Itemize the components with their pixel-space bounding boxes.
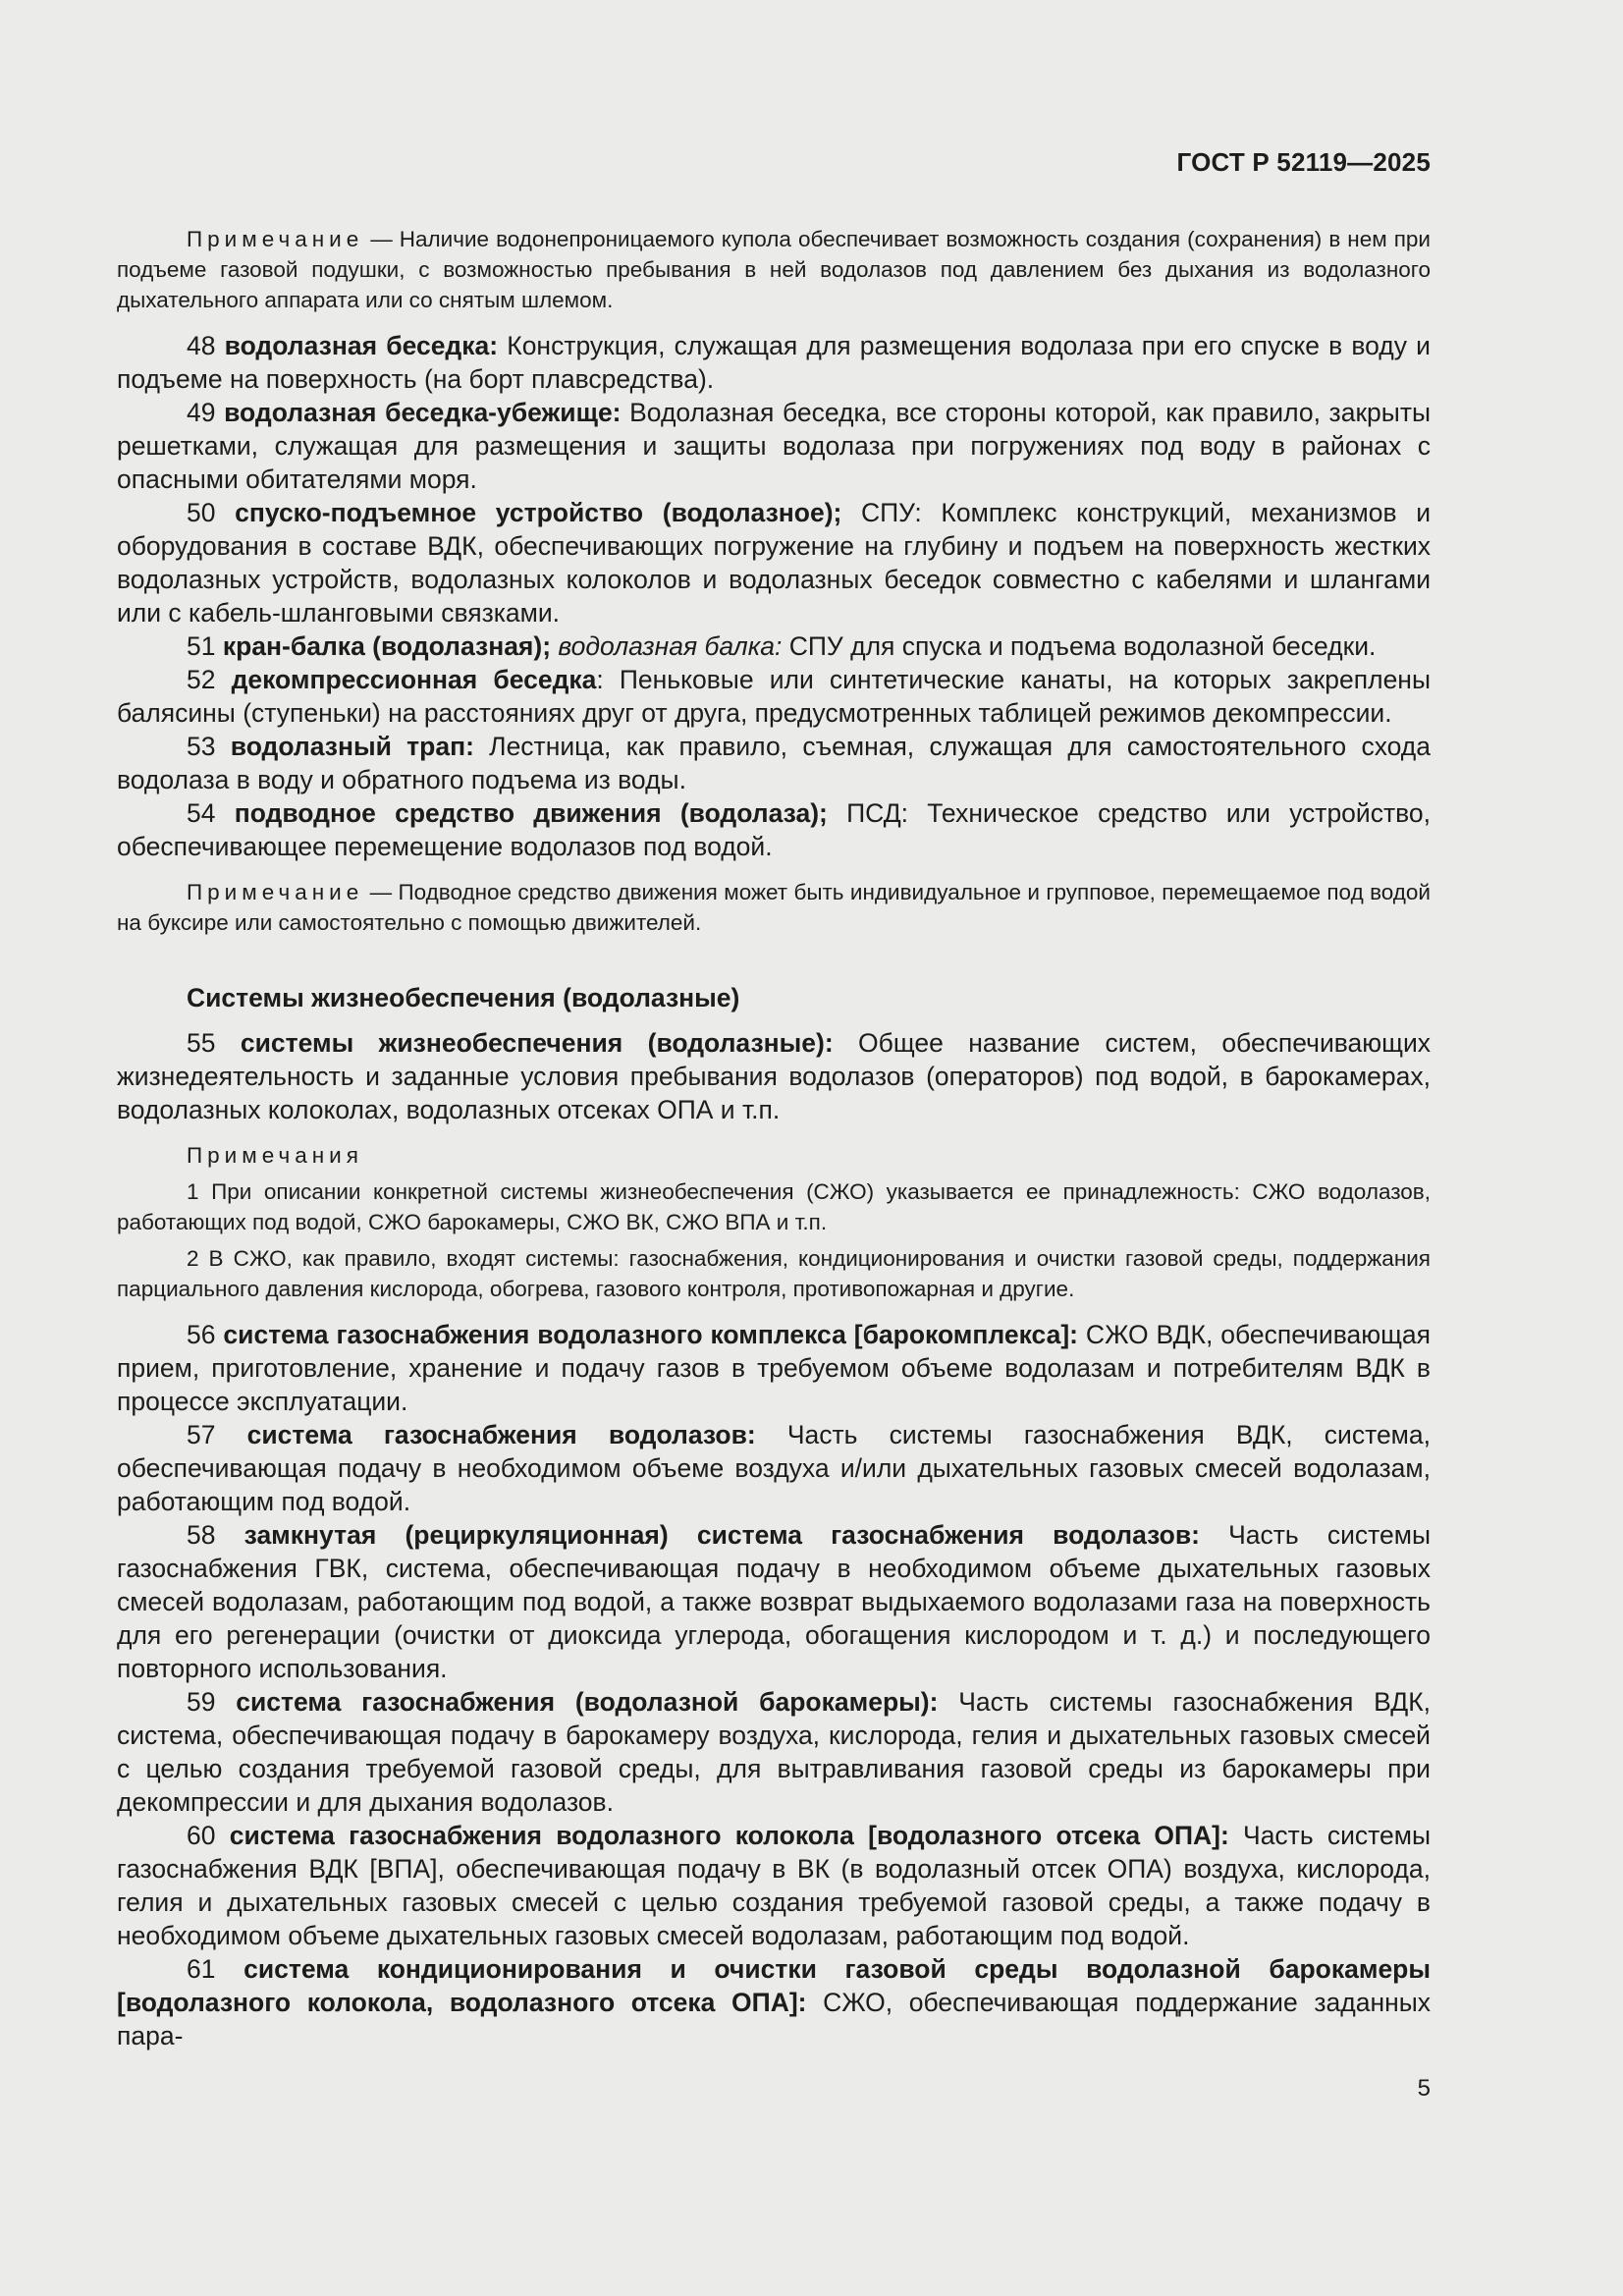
term-name: спуско-подъемное устройство (водолазное);	[235, 498, 842, 527]
section-heading: Системы жизнеобеспечения (водолазные)	[187, 983, 740, 1012]
document-body	[117, 224, 1431, 2052]
term-definition: СПУ: Комплекс конструкций, механизмов и оборудования в составе ВДК, обеспечивающих погружение на глубину и подъем на поверхность жестких водолазных устройств, водолазных колоколов и водолазных беседок совместно с кабелями и шлангами или с кабель-шланговыми связками.	[117, 498, 1431, 628]
term-entry-51	[117, 629, 1431, 663]
term-name: система газоснабжения (водолазной барокамеры):	[236, 1687, 939, 1717]
term-entry-53	[117, 730, 1431, 796]
term-name: системы жизнеобеспечения (водолазные):	[240, 1028, 834, 1058]
term-name: водолазный трап:	[230, 732, 474, 761]
term-entry-60	[117, 1819, 1431, 1952]
term-entry-56	[117, 1318, 1431, 1418]
term-number: 49	[187, 398, 225, 427]
note-text: — Наличие водонепроницаемого купола обеспечивает возможность создания (сохранения) в нем при подъеме газовой подушки, с возможностью пребывания в ней водолазов под давлением без дыхания из водолазного дыхательного аппарата или со снятым шлемом.	[117, 227, 1431, 312]
term-definition: СЖО ВДК, обеспечивающая прием, приготовление, хранение и подачу газов в требуемом объеме водолазам и потребителям ВДК в процессе эксплуатации.	[117, 1320, 1431, 1416]
note-item: 1 При описании конкретной системы жизнеобеспечения (СЖО) указывается ее принадлежность: СЖО водолазов, работающих под водой, СЖО барокамеры, СЖО ВК, СЖО ВПА и т.п.	[117, 1179, 1431, 1234]
term-name: система газоснабжения водолазного колокола [водолазного отсека ОПА]:	[229, 1821, 1229, 1850]
term-name: декомпрессионная беседка	[231, 665, 597, 694]
term-number: 48	[187, 331, 225, 360]
term-name: система газоснабжения водолазов:	[246, 1420, 756, 1449]
term-entry-50	[117, 496, 1431, 629]
term-name: водолазная беседка:	[224, 331, 499, 360]
notes-heading: Примечания	[187, 1143, 363, 1168]
page-number: 5	[1417, 2075, 1431, 2102]
term-definition: Конструкция, служащая для размещения водолаза при его спуске в воду и подъеме на поверхность (на борт плавсредства).	[117, 331, 1431, 394]
term-name: система газоснабжения водолазного комплекса [барокомплекса]:	[223, 1320, 1078, 1349]
term-entry-55	[117, 1026, 1431, 1126]
term-number: 60	[187, 1821, 230, 1850]
term-definition: Лестница, как правило, съемная, служащая для самостоятельного схода водолаза в воду и обратного подъема из воды.	[117, 732, 1432, 794]
term-name: кран-балка (водолазная);	[222, 631, 552, 661]
note-paragraph	[117, 224, 1431, 315]
term-number: 53	[187, 732, 231, 761]
term-number: 58	[187, 1520, 244, 1550]
term-synonym: водолазная балка:	[551, 631, 783, 661]
note-item: 2 В СЖО, как правило, входят системы: газоснабжения, кондиционирования и очистки газовой среды, поддержания парциального давления кислорода, обогрева, газового контроля, противопожарная и другие.	[117, 1246, 1431, 1301]
term-number: 61	[187, 1954, 244, 1984]
term-definition: Часть системы газоснабжения ГВК, система, обеспечивающая подачу в необходимом объеме дыхательных газовых смесей водолазам, работающим под водой, а также возврат выдыхаемого водолазами газа на поверхность для его регенерации (очистки от диоксида углерода, обогащения кислородом и т. д.) и последующего повторного использования.	[117, 1520, 1432, 1683]
term-name: водолазная беседка-убежище:	[224, 398, 622, 427]
term-number: 57	[187, 1420, 247, 1449]
term-entry-57	[117, 1418, 1431, 1518]
term-definition: Общее название систем, обеспечивающих жизнедеятельность и заданные условия пребывания водолазов (операторов) под водой, в барокамерах, водолазных колоколах, водолазных отсеках ОПА и т.п.	[117, 1028, 1431, 1124]
term-number: 52	[187, 665, 232, 694]
note-label: Примечание	[187, 880, 364, 904]
note-text: — Подводное средство движения может быть индивидуальное и групповое, перемещаемое под водой на буксире или самостоятельно с помощью движителей.	[117, 880, 1431, 935]
term-definition: Часть системы газоснабжения ВДК, система, обеспечивающая подачу в барокамеру воздуха, кислорода, гелия и дыхательных газовых смесей с целью создания требуемой газовой среды, для вытравливания газовой среды из барокамеры при декомпрессии и для дыхания водолазов.	[117, 1687, 1431, 1817]
term-definition: СПУ для спуска и подъема водолазной беседки.	[782, 631, 1377, 661]
document-standard-id: ГОСТ Р 52119—2025	[1176, 147, 1431, 177]
term-number: 59	[187, 1687, 237, 1717]
term-entry-54	[117, 796, 1431, 863]
term-entry-52	[117, 663, 1431, 730]
term-definition: СЖО, обеспечивающая поддержание заданных пара-	[117, 1988, 1432, 2050]
term-name: подводное средство движения (водолаза);	[234, 798, 828, 828]
term-entry-61	[117, 1952, 1431, 2052]
term-number: 51	[187, 631, 223, 661]
term-number: 55	[187, 1028, 241, 1058]
term-number: 54	[187, 798, 235, 828]
term-entry-49	[117, 396, 1431, 496]
term-entry-59	[117, 1685, 1431, 1819]
note-label: Примечание	[187, 227, 364, 251]
term-entry-58	[117, 1518, 1431, 1685]
term-name: замкнутая (рециркуляционная) система газоснабжения водолазов:	[243, 1520, 1200, 1550]
term-definition: Часть системы газоснабжения ВДК [ВПА], обеспечивающая подачу в ВК (в водолазный отсек ОПА) воздуха, кислорода, гелия и дыхательных газовых смесей с целью создания требуемой газовой среды, а также подачу в необходимом объеме дыхательных газовых смесей водолазам, работающим под водой.	[117, 1821, 1432, 1950]
note-paragraph	[117, 877, 1431, 938]
term-definition: Водолазная беседка, все стороны которой, как правило, закрыты решетками, служащая для размещения и защиты водолаза при погружениях под воду в районах с опасными обитателями моря.	[117, 398, 1432, 494]
term-entry-48	[117, 329, 1431, 396]
term-number: 56	[187, 1320, 224, 1349]
term-definition: Часть системы газоснабжения ВДК, система, обеспечивающая подачу в необходимом объеме воздуха и/или дыхательных газовых смесей водолазам, работающим под водой.	[117, 1420, 1431, 1516]
term-name: система кондиционирования и очистки газовой среды водолазной барокамеры [водолазного колокола, водолазного отсека ОПА]:	[117, 1954, 1431, 2017]
term-number: 50	[187, 498, 236, 527]
term-definition: : Пеньковые или синтетические канаты, на которых закреплены балясины (ступеньки) на расстояниях друг от друга, предусмотренных таблицей режимов декомпрессии.	[117, 665, 1431, 728]
term-definition: ПСД: Техническое средство или устройство, обеспечивающее перемещение водолазов под водой.	[117, 798, 1431, 861]
